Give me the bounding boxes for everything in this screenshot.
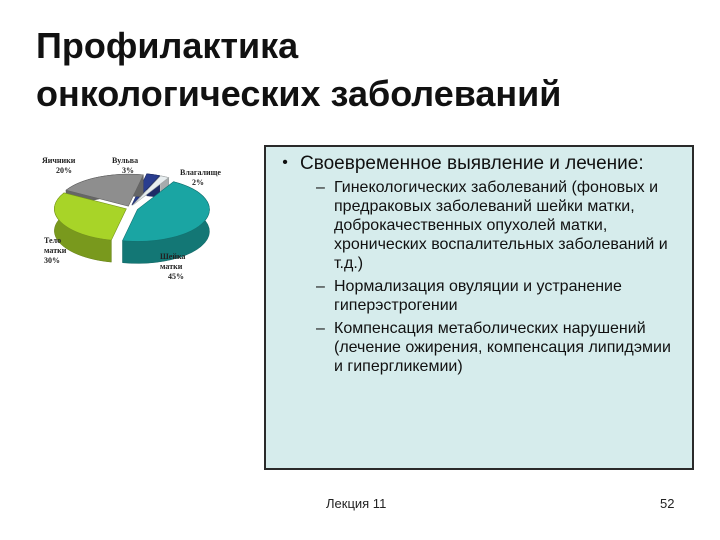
label-vagina [180,168,221,188]
dash-marker: – [316,179,325,196]
label-ovaries [42,156,75,176]
label-cervix-pct: 45% [168,272,184,281]
sub-item-1 [316,178,684,273]
title-line-2: онкологических заболеваний [36,73,562,114]
label-vulva-pct: 3% [122,166,134,175]
label-uterus-body-pct: 30% [44,256,60,265]
label-cervix-name: Шейка матки [160,252,186,271]
label-ovaries-name: Яичники [42,156,76,165]
sub-item-3-text: Компенсация метаболических нарушений (лечение ожирения, компенсация липидэмии и гипергликемии) [334,320,671,375]
slide-title [36,22,696,118]
sub-item-1-text: Гинекологических заболеваний (фоновых и предраковых заболеваний шейки матки, доброкачественных опухолей матки, хронических воспалительных заболеваний и т.д.) [334,179,668,272]
content-box [264,145,694,470]
sub-item-3 [316,319,684,376]
bullet-item [270,153,684,174]
footer-page-number: 52 [660,496,675,511]
title-line-1: Профилактика [36,25,299,66]
sub-item-2 [316,277,684,315]
dash-marker: – [316,278,325,295]
bullet-marker: • [282,154,288,171]
label-vulva-name: Вульва [112,156,139,165]
sub-item-2-text: Нормализация овуляции и устранение гиперэстрогении [334,278,622,314]
footer-lecture: Лекция 11 [326,496,387,511]
label-ovaries-pct: 20% [56,166,72,175]
label-cervix [160,252,196,282]
label-uterus-body [44,236,74,266]
bullet-text: Своевременное выявление и лечение: [300,153,644,174]
pie-chart [30,150,260,300]
label-vagina-pct: 2% [192,178,204,187]
label-vagina-name: Влагалище [180,168,221,177]
label-uterus-body-name: Тело матки [44,236,67,255]
label-vulva [112,156,138,176]
dash-marker: – [316,320,325,337]
